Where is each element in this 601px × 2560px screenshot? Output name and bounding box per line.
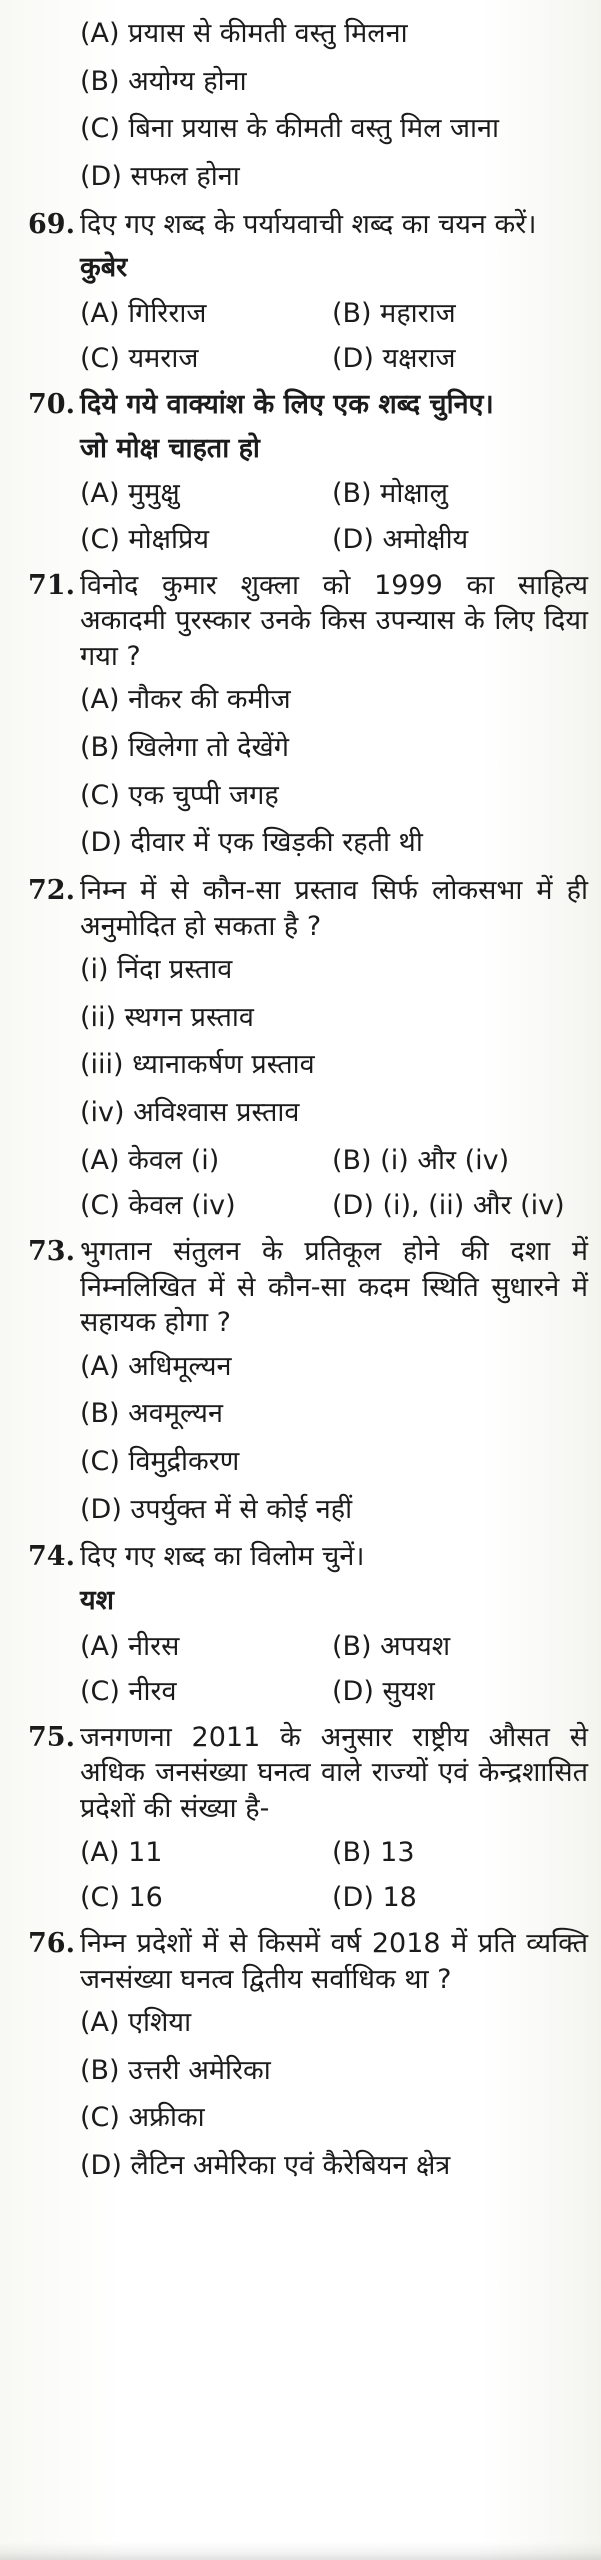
question-76 <box>28 1926 588 1997</box>
question-69 <box>28 207 588 243</box>
option-grid <box>80 1143 588 1224</box>
question-text: विनोद कुमार शुक्ला को 1999 का साहित्य अकादमी पुरस्कार उनके किस उपन्यास के लिए दिया गया ? <box>80 569 588 672</box>
option-d: (D) यक्षराज <box>332 343 456 375</box>
option-b: (B) महाराज <box>332 297 456 329</box>
question-number: 73. <box>28 1235 75 1267</box>
question-72 <box>28 873 588 944</box>
question-keyword: जो मोक्ष चाहता हो <box>80 432 260 464</box>
option-c: (C) यमराज <box>80 343 199 375</box>
option-a: (A) 11 <box>80 1836 163 1868</box>
option-grid <box>80 1629 588 1710</box>
option-grid <box>80 296 588 377</box>
question-70 <box>28 387 588 423</box>
option-c: (C) बिना प्रयास के कीमती वस्तु मिल जाना <box>80 113 500 145</box>
question-number: 72. <box>28 874 75 906</box>
question-number: 75. <box>28 1721 75 1753</box>
option-a: (A) नौकर की कमीज <box>80 684 291 716</box>
option-d: (D) सफल होना <box>80 160 240 192</box>
question-text: दिए गए शब्द के पर्यायवाची शब्द का चयन करें। <box>80 208 537 240</box>
option-b: (B) 13 <box>332 1836 415 1868</box>
option-b: (B) अयोग्य होना <box>80 65 247 97</box>
option-d: (D) 18 <box>332 1882 417 1914</box>
option-a: (A) एशिया <box>80 2007 192 2039</box>
page-edge-shadow <box>0 2542 601 2560</box>
option-c: (C) एक चुप्पी जगह <box>80 779 279 811</box>
option-a: (A) गिरिराज <box>80 297 207 329</box>
question-number: 71. <box>28 569 75 601</box>
question-number: 76. <box>28 1927 75 1959</box>
question-number: 70. <box>28 389 75 420</box>
question-text: निम्न प्रदेशों में से किसमें वर्ष 2018 में प्रति व्यक्ति जनसंख्या घनत्व द्वितीय सर्वाधिक था ? <box>80 1927 588 1995</box>
option-d: (D) (i), (ii) और (iv) <box>332 1190 565 1222</box>
question-text: दिए गए शब्द का विलोम चुनें। <box>80 1541 365 1573</box>
question-74 <box>28 1539 588 1575</box>
question-75 <box>28 1720 588 1827</box>
option-a: (A) प्रयास से कीमती वस्तु मिलना <box>80 18 408 49</box>
option-c: (C) केवल (iv) <box>80 1190 236 1222</box>
option-d: (D) सुयश <box>332 1676 435 1708</box>
option-a: (A) मुमुक्षु <box>80 478 180 510</box>
option-c: (C) मोक्षप्रिय <box>80 523 210 555</box>
question-number: 74. <box>28 1541 75 1573</box>
statement-item: (iii) ध्यानाकर्षण प्रस्ताव <box>80 1049 315 1081</box>
question-list <box>28 14 588 2196</box>
option-list <box>28 682 588 861</box>
option-d: (D) अमोक्षीय <box>332 523 469 555</box>
option-a: (A) नीरस <box>80 1630 180 1662</box>
option-b: (B) अवमूल्यन <box>80 1398 223 1430</box>
statement-list <box>28 952 588 1131</box>
option-list <box>28 1349 588 1528</box>
option-b: (B) अपयश <box>332 1630 451 1662</box>
question-text: निम्न में से कौन-सा प्रस्ताव सिर्फ लोकसभा में ही अनुमोदित हो सकता है ? <box>80 874 588 942</box>
question-text: जनगणना 2011 के अनुसार राष्ट्रीय औसत से अधिक जनसंख्या घनत्व वाले राज्यों एवं केन्द्रशासित प्रदेशों की संख्या है- <box>80 1721 588 1824</box>
option-a: (A) अधिमूल्यन <box>80 1350 232 1382</box>
option-c: (C) 16 <box>80 1882 163 1914</box>
option-b: (B) खिलेगा तो देखेंगे <box>80 732 289 763</box>
question-73 <box>28 1234 588 1341</box>
statement-item: (iv) अविश्वास प्रस्ताव <box>80 1097 300 1128</box>
question-text: भुगतान संतुलन के प्रतिकूल होने की दशा में निम्नलिखित में से कौन-सा कदम स्थिति सुधारने में सहायक होगा ? <box>80 1235 588 1339</box>
option-d: (D) दीवार में एक खिड़की रहती थी <box>80 827 423 859</box>
question-keyword: यश <box>80 1584 115 1616</box>
option-d: (D) लैटिन अमेरिका एवं कैरेबियन क्षेत्र <box>80 2150 451 2181</box>
option-b: (B) उत्तरी अमेरिका <box>80 2054 271 2086</box>
option-grid <box>80 476 588 557</box>
option-d: (D) उपर्युक्त में से कोई नहीं <box>80 1493 353 1525</box>
option-grid <box>80 1835 588 1916</box>
question-number: 69. <box>28 208 75 240</box>
option-b: (B) मोक्षालु <box>332 478 448 510</box>
question-keyword: कुबेर <box>80 252 128 284</box>
option-c: (C) अफ्रीका <box>80 2102 205 2134</box>
option-c: (C) नीरव <box>80 1676 177 1708</box>
option-list <box>28 2005 588 2184</box>
q68-options <box>28 16 588 195</box>
question-text: दिये गये वाक्यांश के लिए एक शब्द चुनिए। <box>80 389 494 420</box>
question-71 <box>28 568 588 675</box>
option-c: (C) विमुद्रीकरण <box>80 1446 240 1477</box>
option-b: (B) (i) और (iv) <box>332 1144 510 1176</box>
statement-item: (i) निंदा प्रस्ताव <box>80 954 233 986</box>
statement-item: (ii) स्थगन प्रस्ताव <box>80 1001 254 1033</box>
option-a: (A) केवल (i) <box>80 1144 220 1176</box>
